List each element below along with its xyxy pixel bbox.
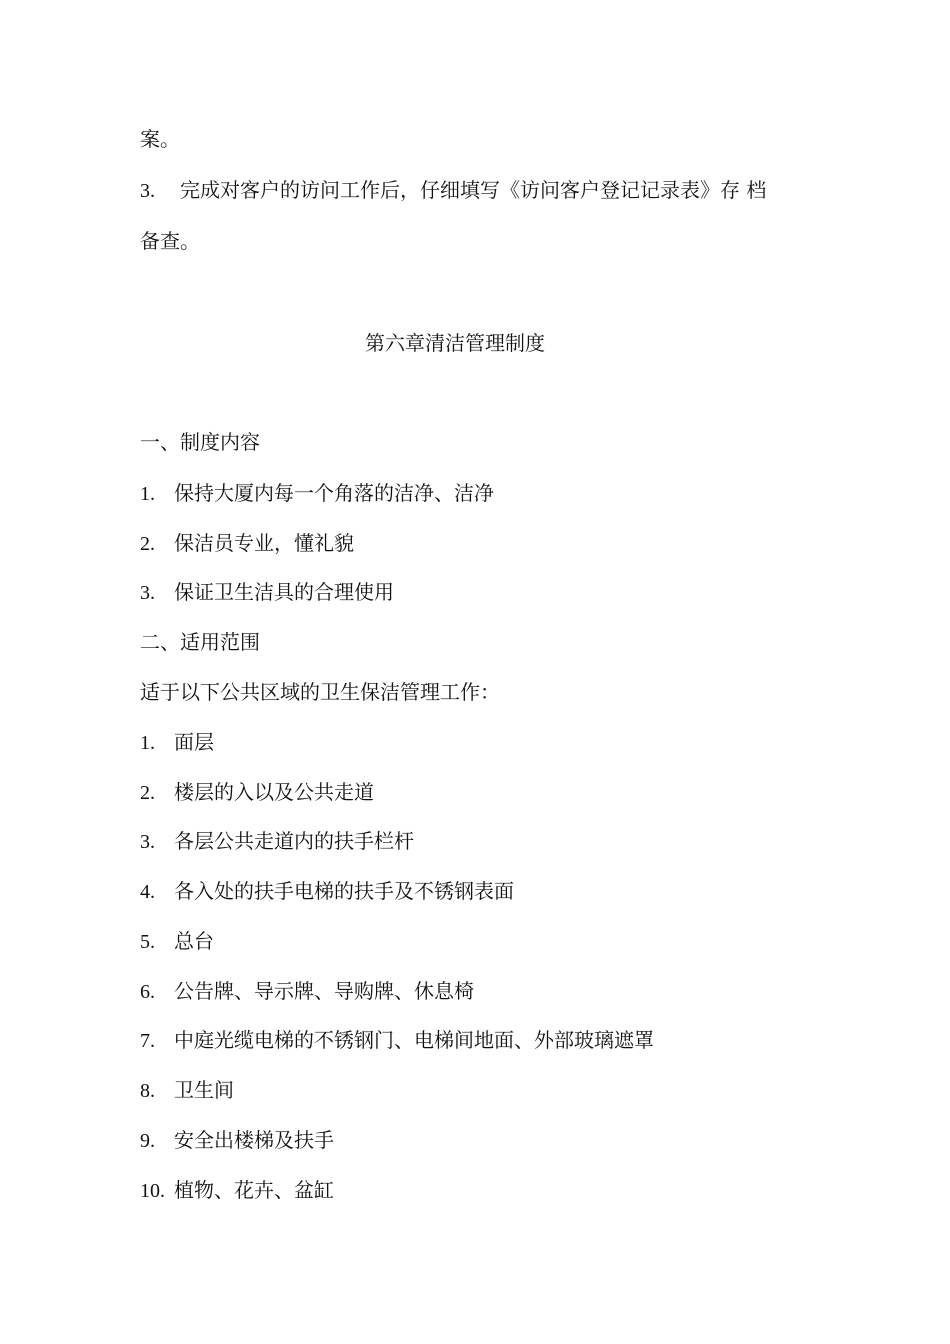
list-item: [140, 978, 474, 1005]
list-item-text: 保证卫生洁具的合理使用: [174, 580, 394, 604]
section-heading: 一、制度内容: [140, 430, 260, 454]
list-item: [140, 1027, 654, 1054]
list-item: [140, 1077, 234, 1104]
list-item-text: 完成对客户的访问工作后，仔细填写《访问客户登记记录表》存 档: [180, 178, 767, 202]
list-item-number: 1.: [140, 483, 155, 505]
list-item-text: 面层: [174, 730, 214, 754]
list-item-number: 1.: [140, 732, 155, 754]
list-item: [140, 779, 374, 806]
list-item: [140, 828, 414, 855]
list-item-number: 3.: [140, 180, 155, 202]
list-item: [140, 480, 494, 507]
list-item-text: 各层公共走道内的扶手栏杆: [174, 829, 414, 853]
list-item-number: 2.: [140, 782, 155, 804]
list-item-text: 楼层的入以及公共走道: [174, 780, 374, 804]
list-item: [140, 878, 514, 905]
list-item-number: 10.: [140, 1180, 165, 1202]
section-intro: 适于以下公共区域的卫生保洁管理工作：: [140, 680, 500, 704]
list-item: [140, 928, 214, 955]
list-item-number: 3.: [140, 831, 155, 853]
list-item-number: 4.: [140, 881, 155, 903]
list-item-text: 保持大厦内每一个角落的洁净、洁净: [174, 481, 494, 505]
list-item-number: 8.: [140, 1080, 155, 1102]
list-item-text: 总台: [174, 929, 214, 953]
list-item-number: 2.: [140, 533, 155, 555]
list-item-text: 卫生间: [174, 1078, 234, 1102]
list-item: [140, 530, 354, 557]
list-item-number: 3.: [140, 582, 155, 604]
list-item: [140, 177, 766, 204]
list-item-text: 中庭光缆电梯的不锈钢门、电梯间地面、外部玻璃遮罩: [174, 1028, 654, 1052]
list-item-text: 公告牌、导示牌、导购牌、休息椅: [174, 979, 474, 1003]
continuation-tail: 案。: [140, 127, 180, 151]
list-item-text: 安全出楼梯及扶手: [174, 1128, 334, 1152]
list-item: [140, 1127, 334, 1154]
list-item-number: 7.: [140, 1030, 155, 1052]
list-item-text: 保洁员专业，懂礼貌: [174, 531, 354, 555]
list-item-number: 9.: [140, 1130, 155, 1152]
list-item-number: 5.: [140, 931, 155, 953]
list-item-text: 各入处的扶手电梯的扶手及不锈钢表面: [174, 879, 514, 903]
list-item-text: 植物、花卉、盆缸: [174, 1178, 334, 1202]
list-item-text: 备查。: [140, 229, 200, 253]
list-item-number: 6.: [140, 981, 155, 1003]
list-item: [140, 579, 394, 606]
list-item: [140, 729, 214, 756]
list-item: [140, 1177, 334, 1204]
list-item-continuation: [140, 228, 200, 254]
chapter-title: 第六章清洁管理制度: [365, 331, 545, 355]
continuation-text: [140, 126, 180, 152]
section-heading: 二、适用范围: [140, 630, 260, 654]
